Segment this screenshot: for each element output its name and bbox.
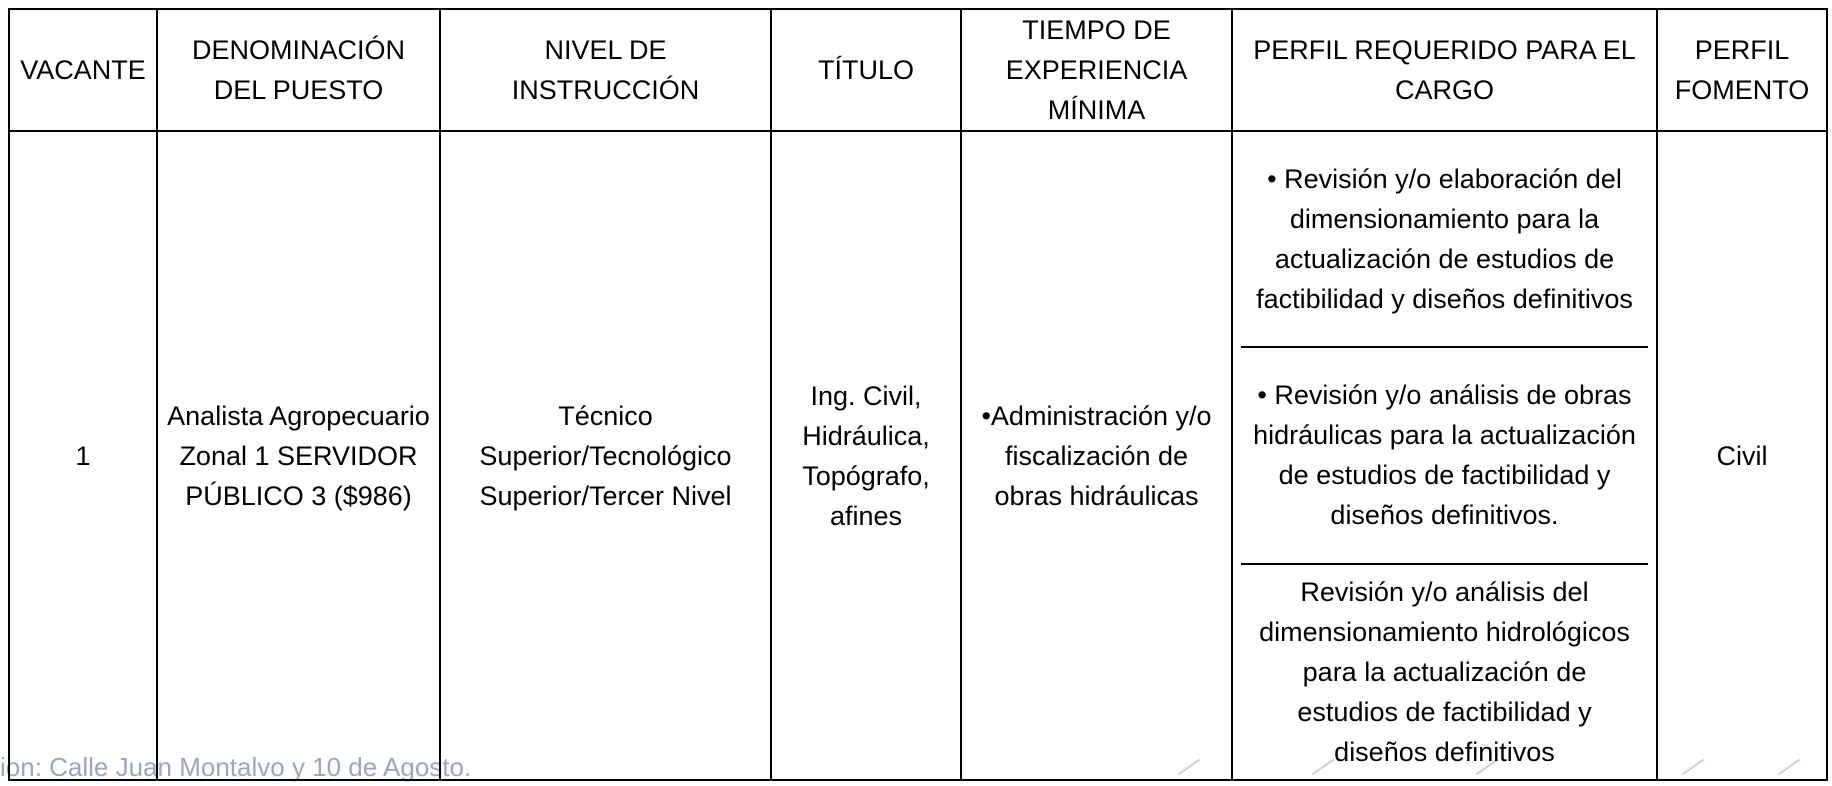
perfil-requerido-item: Revisión y/o análisis del dimensionamiento hidrológicos para la actualización de estudios de factibilidad y diseños definitivos	[1259, 576, 1630, 767]
cell-denominacion: Analista Agropecuario Zonal 1 SERVIDOR PÚBLICO 3 ($986)	[157, 131, 440, 780]
header-vacante: VACANTE	[9, 9, 157, 131]
header-experiencia: TIEMPO DE EXPERIENCIA MÍNIMA	[961, 9, 1232, 131]
perfil-requerido-item: • Revisión y/o análisis de obras hidráulicas para la actualización de estudios de factibilidad y diseños definitivos.	[1241, 348, 1648, 564]
table-header-row	[9, 9, 1827, 131]
header-titulo: TÍTULO	[771, 9, 961, 131]
vacancy-table	[8, 8, 1828, 781]
cell-perfil-fomento: Civil	[1657, 131, 1827, 780]
cell-perfil-requerido	[1232, 131, 1657, 780]
cell-nivel-instruccion: Técnico Superior/Tecnológico Superior/Tercer Nivel	[440, 131, 771, 780]
perfil-requerido-item: • Revisión y/o elaboración del dimensionamiento para la actualización de estudios de factibilidad y diseños definitivos	[1241, 132, 1648, 348]
header-perfil-requerido: PERFIL REQUERIDO PARA EL CARGO	[1232, 9, 1657, 131]
cell-experiencia: •Administración y/o fiscalización de obras hidráulicas	[961, 131, 1232, 780]
header-nivel-instruccion: NIVEL DE INSTRUCCIÓN	[440, 9, 771, 131]
cell-vacante: 1	[9, 131, 157, 780]
table-row	[9, 131, 1827, 780]
perfil-requerido-list	[1241, 132, 1648, 779]
cell-titulo: Ing. Civil, Hidráulica, Topógrafo, afines	[771, 131, 961, 780]
footer-address-text: ion: Calle Juan Montalvo y 10 de Agosto.	[0, 752, 472, 782]
header-denominacion: DENOMINACIÓN DEL PUESTO	[157, 9, 440, 131]
header-perfil-fomento: PERFIL FOMENTO	[1657, 9, 1827, 131]
